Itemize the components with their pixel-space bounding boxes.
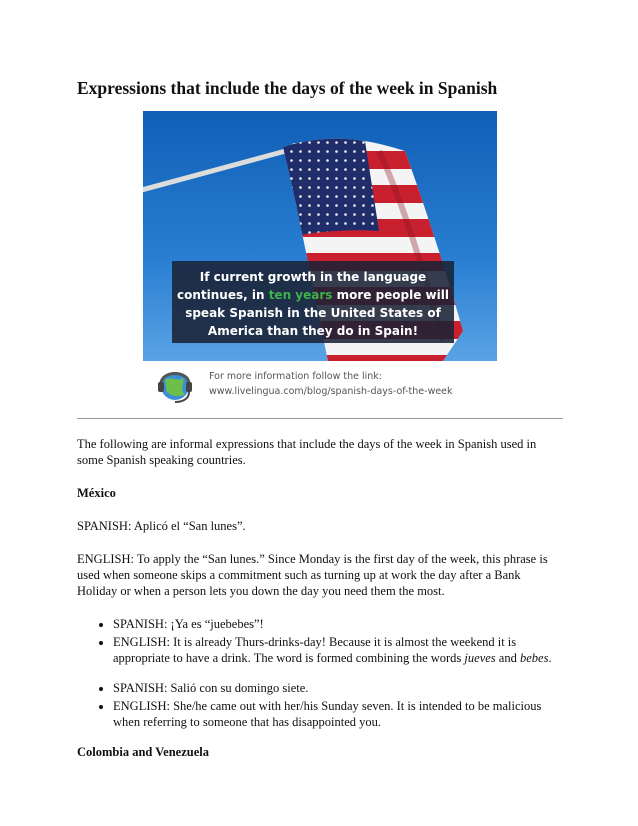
more-info-text bbox=[209, 369, 453, 399]
flag-illustration bbox=[143, 111, 497, 361]
expression-list-b bbox=[77, 680, 563, 730]
more-info-label: For more information follow the link: bbox=[209, 371, 382, 382]
globe-headset-icon bbox=[155, 362, 199, 406]
list-item: • SPANISH: ¡Ya es “juebebes”! bbox=[113, 616, 563, 632]
caption-line-1: If current growth in the language bbox=[199, 270, 427, 284]
caption-line-2: continues, in ten years more people will bbox=[177, 288, 449, 302]
caption-line-3: speak Spanish in the United States of bbox=[185, 306, 441, 320]
article-body bbox=[77, 436, 563, 777]
intro-paragraph: The following are informal expressions that include the days of the week in Spanish used in some Spanish speaking countries. bbox=[77, 437, 537, 467]
page-title: Expressions that include the days of the week in Spanish bbox=[77, 78, 498, 98]
more-info-banner bbox=[155, 362, 495, 406]
caption-line-4: America than they do in Spain! bbox=[207, 324, 419, 338]
word-bebes: bebes bbox=[519, 651, 549, 665]
spanish-phrase-1: SPANISH: Aplicó el “San lunes”. bbox=[77, 519, 246, 533]
caption-highlight: ten years bbox=[268, 288, 333, 302]
expression-list-a bbox=[77, 616, 563, 666]
divider bbox=[77, 418, 563, 419]
list-item: • SPANISH: Salió con su domingo siete. bbox=[113, 680, 563, 696]
hero-image bbox=[143, 111, 497, 361]
word-jueves: jueves bbox=[464, 651, 496, 665]
english-translation-1: ENGLISH: To apply the “San lunes.” Since Monday is the first day of the week, this phrase is used when someone skips a commitment such as turning up at work the day after a Bank Holiday or when a person lets you down the day you need them the most. bbox=[77, 552, 548, 598]
list-item: • ENGLISH: She/he came out with her/his Sunday seven. It is intended to be malicious when referring to someone that has disappointed you. bbox=[113, 698, 563, 730]
section-heading-colombia: Colombia and Venezuela bbox=[77, 745, 209, 759]
section-heading-mexico: México bbox=[77, 486, 116, 500]
list-item: • ENGLISH: It is already Thurs-drinks-day! Because it is almost the weekend it is appropriate to have a drink. The word is formed combining the words jueves and bebes. bbox=[113, 634, 563, 666]
more-info-link[interactable]: www.livelingua.com/blog/spanish-days-of-the-week bbox=[209, 386, 453, 397]
